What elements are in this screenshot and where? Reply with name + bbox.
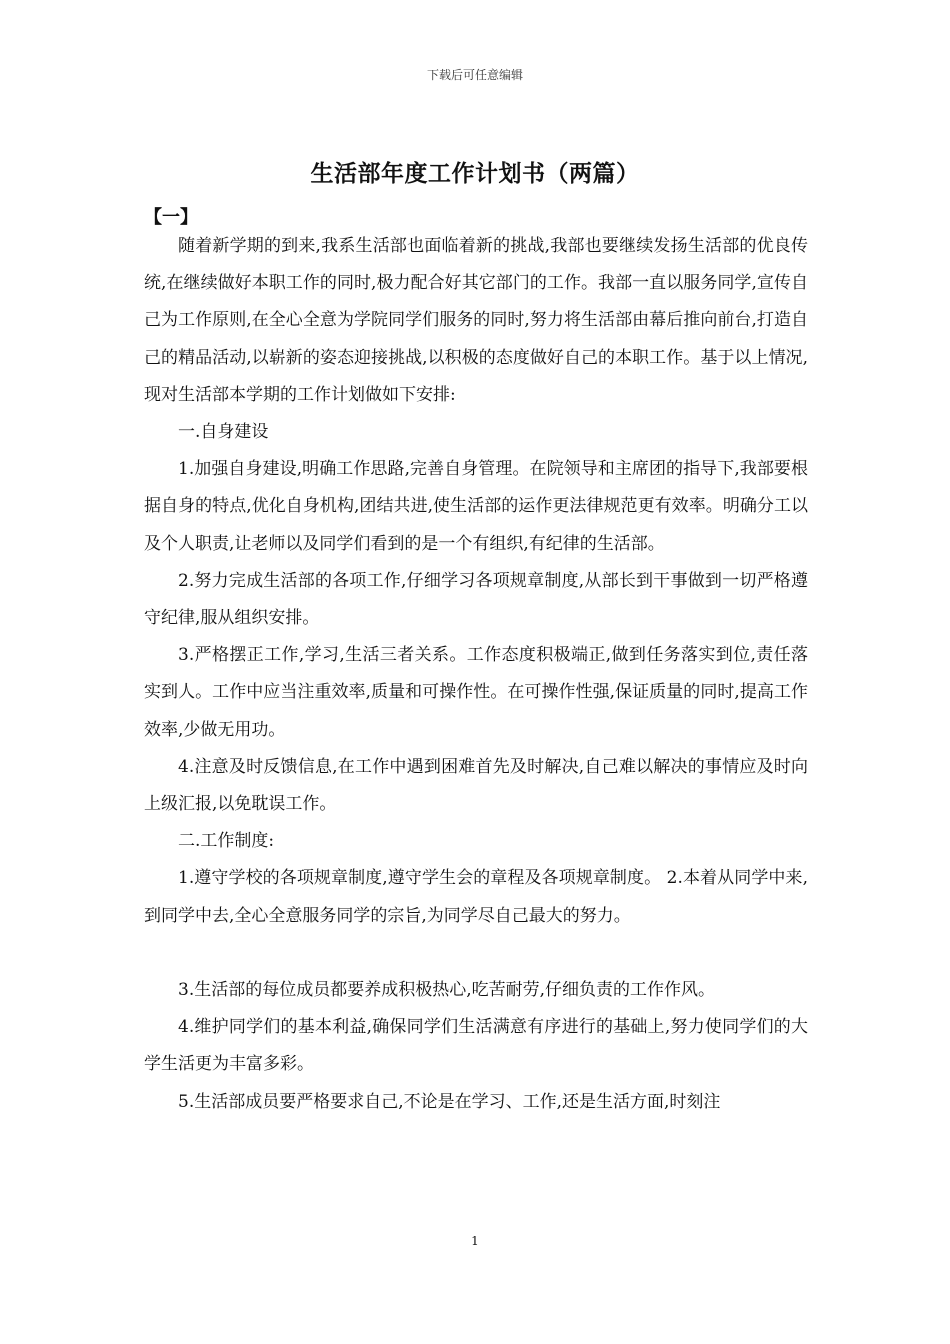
intro-paragraph: 随着新学期的到来,我系生活部也面临着新的挑战,我部也要继续发扬生活部的优良传统,在继续做好本职工作的同时,极力配合好其它部门的工作。我部一直以服务同学,宣传自己为工作原则,在全心全意为学院同学们服务的同时,努力将生活部由幕后推向前台,打造自己的精品活动,以崭新的姿态迎接挑战,以积极的态度做好自己的本职工作。基于以上情况,现对生活部本学期的工作计划做如下安排: — [144, 236, 808, 405]
paragraph-item-1: 1.加强自身建设,明确工作思路,完善自身管理。在院领导和主席团的指导下,我部要根据自身的特点,优化自身机构,团结共进,使生活部的运作更法律规范更有效率。明确分工以及个人职责,让老师以及同学们看到的是一个有组织,有纪律的生活部。 — [144, 459, 808, 554]
rules-item-5: 5.生活部成员要严格要求自己,不论是在学习、工作,还是生活方面,时刻注 — [178, 1091, 721, 1112]
rules-item-3: 3.生活部的每位成员都要养成积极热心,吃苦耐劳,仔细负责的工作作风。 — [178, 980, 716, 1001]
section-marker: 【一】 — [144, 207, 198, 228]
document-title: 生活部年度工作计划书（两篇） — [310, 160, 640, 187]
section-heading-work-rules: 二.工作制度: — [178, 831, 275, 852]
header-note: 下载后可任意编辑 — [426, 68, 523, 82]
blank-line — [144, 935, 808, 972]
rules-item-4: 4.维护同学们的基本利益,确保同学们生活满意有序进行的基础上,努力使同学们的大学生活更为丰富多彩。 — [144, 1017, 808, 1075]
paragraph-item-4: 4.注意及时反馈信息,在工作中遇到困难首先及时解决,自己难以解决的事情应及时向上级汇报,以免耽误工作。 — [144, 756, 808, 815]
section-heading-self-building: 一.自身建设 — [178, 422, 269, 443]
page-number: 1 — [471, 1234, 479, 1248]
paragraph-item-3: 3.严格摆正工作,学习,生活三者关系。工作态度积极端正,做到任务落实到位,责任落实到人。工作中应当注重效率,质量和可操作性。在可操作性强,保证质量的同时,提高工作效率,少做无用功。 — [144, 645, 808, 740]
document-body — [144, 228, 808, 1121]
paragraph-item-2: 2.努力完成生活部的各项工作,仔细学习各项规章制度,从部长到干事做到一切严格遵守纪律,服从组织安排。 — [144, 570, 808, 629]
rules-item-1-2: 1.遵守学校的各项规章制度,遵守学生会的章程及各项规章制度。 2.本着从同学中来,到同学中去,全心全意服务同学的宗旨,为同学尽自己最大的努力。 — [144, 868, 808, 926]
